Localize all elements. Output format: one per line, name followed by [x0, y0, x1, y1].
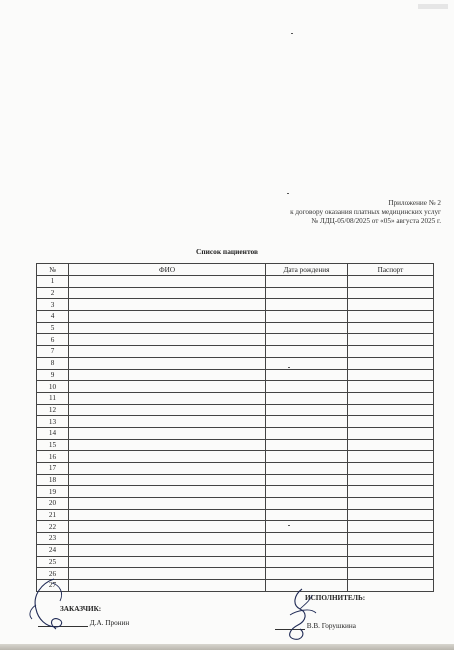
row-number-cell: 13	[37, 416, 69, 428]
full-name-cell	[69, 369, 266, 381]
table-row	[37, 509, 434, 521]
birth-date-cell	[266, 369, 348, 381]
table-row	[37, 427, 434, 439]
birth-date-cell	[266, 568, 348, 580]
table-row	[37, 369, 434, 381]
full-name-cell	[69, 311, 266, 323]
full-name-cell	[69, 287, 266, 299]
birth-date-cell	[266, 322, 348, 334]
full-name-cell	[69, 322, 266, 334]
birth-date-cell	[266, 276, 348, 288]
full-name-cell	[69, 392, 266, 404]
passport-cell	[348, 287, 434, 299]
full-name-cell	[69, 416, 266, 428]
passport-cell	[348, 568, 434, 580]
table-row	[37, 579, 434, 591]
row-number-cell: 2	[37, 287, 69, 299]
table-row	[37, 311, 434, 323]
full-name-cell	[69, 463, 266, 475]
row-number-cell: 23	[37, 533, 69, 545]
table-row	[37, 439, 434, 451]
row-number-cell: 20	[37, 498, 69, 510]
table-row	[37, 381, 434, 393]
birth-date-cell	[266, 311, 348, 323]
full-name-cell	[69, 276, 266, 288]
passport-cell	[348, 498, 434, 510]
row-number-cell: 10	[37, 381, 69, 393]
full-name-cell	[69, 404, 266, 416]
birth-date-cell	[266, 544, 348, 556]
passport-cell	[348, 463, 434, 475]
full-name-cell	[69, 544, 266, 556]
birth-date-cell	[266, 299, 348, 311]
full-name-cell	[69, 474, 266, 486]
full-name-cell	[69, 568, 266, 580]
column-header-birth-date: Дата рождения	[266, 264, 348, 276]
birth-date-cell	[266, 533, 348, 545]
full-name-cell	[69, 451, 266, 463]
birth-date-cell	[266, 486, 348, 498]
full-name-cell	[69, 357, 266, 369]
birth-date-cell	[266, 474, 348, 486]
appendix-header	[290, 199, 441, 227]
table-row	[37, 556, 434, 568]
full-name-cell	[69, 299, 266, 311]
customer-role: ЗАКАЗЧИК:	[60, 605, 102, 613]
row-number-cell: 6	[37, 334, 69, 346]
passport-cell	[348, 381, 434, 393]
full-name-cell	[69, 334, 266, 346]
full-name-cell	[69, 521, 266, 533]
passport-cell	[348, 579, 434, 591]
passport-cell	[348, 299, 434, 311]
full-name-cell	[69, 439, 266, 451]
birth-date-cell	[266, 392, 348, 404]
row-number-cell: 1	[37, 276, 69, 288]
table-row	[37, 392, 434, 404]
row-number-cell: 18	[37, 474, 69, 486]
passport-cell	[348, 533, 434, 545]
passport-cell	[348, 311, 434, 323]
row-number-cell: 5	[37, 322, 69, 334]
birth-date-cell	[266, 556, 348, 568]
passport-cell	[348, 556, 434, 568]
full-name-cell	[69, 486, 266, 498]
full-name-cell	[69, 381, 266, 393]
birth-date-cell	[266, 521, 348, 533]
full-name-cell	[69, 533, 266, 545]
table-row	[37, 357, 434, 369]
scan-speck	[288, 525, 290, 526]
birth-date-cell	[266, 404, 348, 416]
column-header-number: №	[37, 264, 69, 276]
scan-speck	[291, 33, 293, 34]
birth-date-cell	[266, 287, 348, 299]
row-number-cell: 17	[37, 463, 69, 475]
birth-date-cell	[266, 439, 348, 451]
row-number-cell: 7	[37, 346, 69, 358]
table-row	[37, 474, 434, 486]
executor-name: В.В. Горушкина	[306, 622, 356, 630]
passport-cell	[348, 509, 434, 521]
full-name-cell	[69, 427, 266, 439]
table-row	[37, 568, 434, 580]
full-name-cell	[69, 509, 266, 521]
birth-date-cell	[266, 427, 348, 439]
row-number-cell: 3	[37, 299, 69, 311]
birth-date-cell	[266, 498, 348, 510]
row-number-cell: 25	[37, 556, 69, 568]
row-number-cell: 12	[37, 404, 69, 416]
birth-date-cell	[266, 416, 348, 428]
table-header-row	[37, 264, 434, 276]
column-header-full-name: ФИО	[69, 264, 266, 276]
row-number-cell: 24	[37, 544, 69, 556]
passport-cell	[348, 416, 434, 428]
row-number-cell: 16	[37, 451, 69, 463]
customer-name: Д.А. Пронин	[89, 619, 130, 627]
row-number-cell: 15	[37, 439, 69, 451]
table-row	[37, 322, 434, 334]
full-name-cell	[69, 556, 266, 568]
column-header-passport: Паспорт	[348, 264, 434, 276]
passport-cell	[348, 521, 434, 533]
passport-cell	[348, 439, 434, 451]
scan-speck	[288, 367, 290, 368]
executor-role: ИСПОЛНИТЕЛЬ:	[305, 594, 366, 602]
row-number-cell: 26	[37, 568, 69, 580]
birth-date-cell	[266, 357, 348, 369]
table-row	[37, 299, 434, 311]
table-row	[37, 404, 434, 416]
table-row	[37, 533, 434, 545]
table-row	[37, 287, 434, 299]
table-row	[37, 498, 434, 510]
full-name-cell	[69, 498, 266, 510]
table-row	[37, 521, 434, 533]
row-number-cell: 9	[37, 369, 69, 381]
table-row	[37, 334, 434, 346]
passport-cell	[348, 451, 434, 463]
passport-cell	[348, 346, 434, 358]
row-number-cell: 8	[37, 357, 69, 369]
scan-speck	[287, 193, 289, 194]
row-number-cell: 14	[37, 427, 69, 439]
document-title: Список пациентов	[196, 247, 258, 256]
executor-handwritten-signature	[276, 585, 326, 643]
table-row	[37, 463, 434, 475]
corner-mark	[418, 4, 448, 9]
table-body	[37, 276, 434, 592]
passport-cell	[348, 486, 434, 498]
row-number-cell: 22	[37, 521, 69, 533]
passport-cell	[348, 392, 434, 404]
birth-date-cell	[266, 381, 348, 393]
passport-cell	[348, 276, 434, 288]
passport-cell	[348, 474, 434, 486]
full-name-cell	[69, 346, 266, 358]
table-row	[37, 451, 434, 463]
passport-cell	[348, 334, 434, 346]
full-name-cell	[69, 579, 266, 591]
appendix-contract-number: № ЛДЦ-05/08/2025 от «05» августа 2025 г.	[311, 217, 441, 226]
birth-date-cell	[266, 509, 348, 521]
patients-table	[36, 263, 434, 592]
birth-date-cell	[266, 463, 348, 475]
row-number-cell: 21	[37, 509, 69, 521]
passport-cell	[348, 357, 434, 369]
table-row	[37, 276, 434, 288]
appendix-number: Приложение № 2	[388, 199, 441, 207]
birth-date-cell	[266, 451, 348, 463]
passport-cell	[348, 544, 434, 556]
passport-cell	[348, 404, 434, 416]
birth-date-cell	[266, 334, 348, 346]
row-number-cell: 11	[37, 392, 69, 404]
scan-bottom-edge	[0, 644, 454, 650]
passport-cell	[348, 322, 434, 334]
table-row	[37, 486, 434, 498]
birth-date-cell	[266, 346, 348, 358]
passport-cell	[348, 427, 434, 439]
row-number-cell: 4	[37, 311, 69, 323]
table-row	[37, 346, 434, 358]
appendix-contract-type: к договору оказания платных медицинских услуг	[290, 208, 441, 217]
passport-cell	[348, 369, 434, 381]
table-row	[37, 544, 434, 556]
row-number-cell: 27	[37, 579, 69, 591]
customer-handwritten-signature	[22, 575, 92, 635]
row-number-cell: 19	[37, 486, 69, 498]
table-row	[37, 416, 434, 428]
